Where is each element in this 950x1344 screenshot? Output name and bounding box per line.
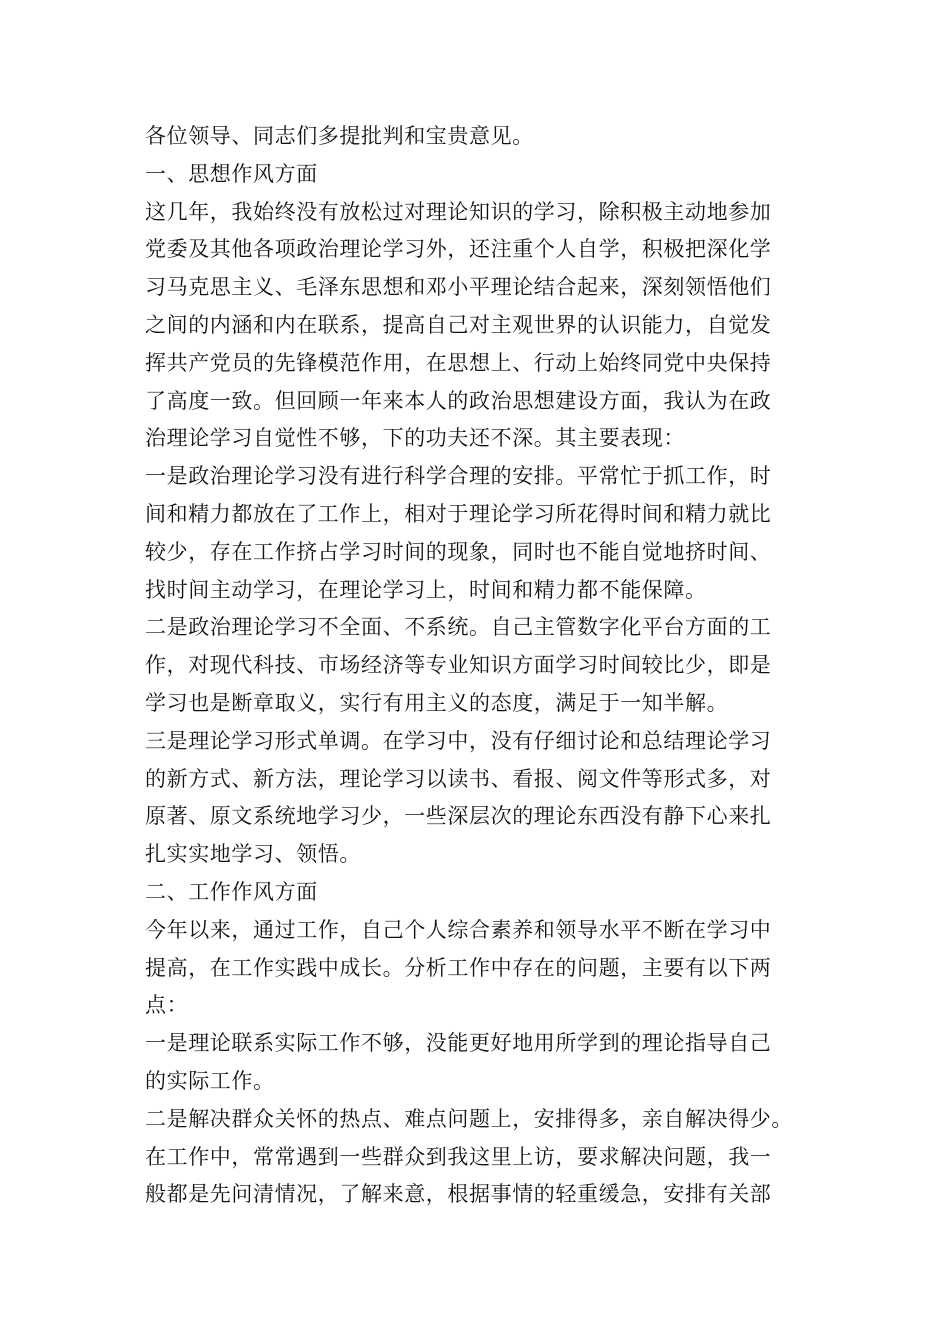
text-line: 提高，在工作实践中成长。分析工作中存在的问题，主要有以下两 bbox=[145, 955, 772, 980]
text-line: 间和精力都放在了工作上，相对于理论学习所花得时间和精力就比 bbox=[145, 501, 772, 526]
text-line: 的新方式、新方法，理论学习以读书、看报、阅文件等形式多，对 bbox=[145, 766, 772, 791]
text-line: 二是政治理论学习不全面、不系统。自己主管数字化平台方面的工 bbox=[145, 615, 772, 640]
text-line: 二是解决群众关怀的热点、难点问题上，安排得多，亲自解决得少。 bbox=[145, 1106, 793, 1131]
text-line: 之间的内涵和内在联系，提高自己对主观世界的认识能力，自觉发 bbox=[145, 312, 772, 337]
text-line: 般都是先问清情况，了解来意，根据事情的轻重缓急，安排有关部 bbox=[145, 1182, 772, 1207]
text-line: 习马克思主义、毛泽东思想和邓小平理论结合起来，深刻领悟他们 bbox=[145, 275, 772, 300]
text-line: 这几年，我始终没有放松过对理论知识的学习，除积极主动地参加 bbox=[145, 199, 772, 224]
text-line: 三是理论学习形式单调。在学习中，没有仔细讨论和总结理论学习 bbox=[145, 728, 772, 753]
text-line: 学习也是断章取义，实行有用主义的态度，满足于一知半解。 bbox=[145, 690, 729, 715]
text-line: 找时间主动学习，在理论学习上，时间和精力都不能保障。 bbox=[145, 577, 707, 602]
document-body bbox=[145, 118, 825, 1214]
text-line: 作，对现代科技、市场经济等专业知识方面学习时间较比少，即是 bbox=[145, 653, 772, 678]
text-line: 的实际工作。 bbox=[145, 1068, 275, 1093]
text-line: 各位领导、同志们多提批判和宝贵意见。 bbox=[145, 124, 534, 148]
text-line: 一是政治理论学习没有进行科学合理的安排。平常忙于抓工作，时 bbox=[145, 464, 772, 489]
section-heading: 二、工作作风方面 bbox=[145, 879, 318, 904]
text-line: 点： bbox=[145, 993, 189, 1018]
text-line: 挥共产党员的先锋模范作用，在思想上、行动上始终同党中央保持 bbox=[145, 350, 772, 375]
text-line: 了高度一致。但回顾一年来本人的政治思想建设方面，我认为在政 bbox=[145, 388, 772, 413]
text-line: 扎实实地学习、领悟。 bbox=[145, 842, 361, 867]
text-line: 一是理论联系实际工作不够，没能更好地用所学到的理论指导自己 bbox=[145, 1031, 772, 1056]
text-line: 在工作中，常常遇到一些群众到我这里上访，要求解决问题，我一 bbox=[145, 1144, 772, 1169]
text-line: 今年以来，通过工作，自己个人综合素养和领导水平不断在学习中 bbox=[145, 917, 772, 942]
section-heading: 一、思想作风方面 bbox=[145, 161, 318, 186]
text-line: 较少，存在工作挤占学习时间的现象，同时也不能自觉地挤时间、 bbox=[145, 539, 772, 564]
text-line: 党委及其他各项政治理论学习外，还注重个人自学，积极把深化学 bbox=[145, 237, 772, 262]
text-line: 治理论学习自觉性不够，下的功夫还不深。其主要表现： bbox=[145, 426, 685, 451]
text-line: 原著、原文系统地学习少，一些深层次的理论东西没有静下心来扎 bbox=[145, 804, 772, 829]
